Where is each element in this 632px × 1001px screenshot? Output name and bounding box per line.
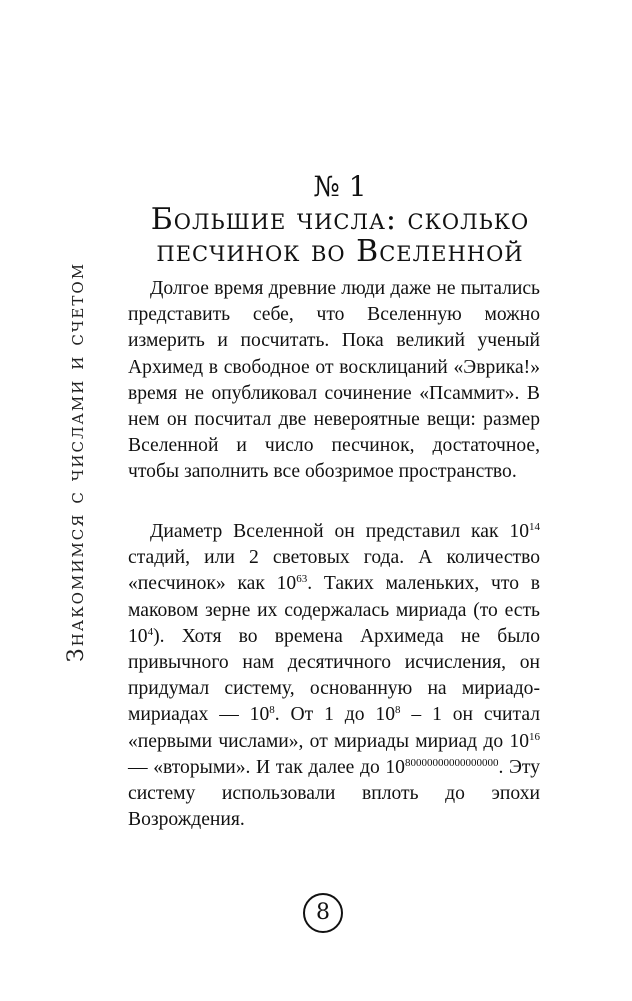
exponent: 63 xyxy=(296,573,308,586)
section-title-line-2: песчинок во Вселенной xyxy=(156,234,524,269)
section-title-line-1: Большие числа: сколько xyxy=(150,202,530,237)
paragraph-1: Долгое время древние люди даже не пытались представить себе, что Вселенную можно измерить и посчитать. Пока великий ученый Архимед в свободное от восклицаний «Эврика!» время не опубликовал сочинение «Псаммит». В нем он посчитал две невероятные вещи: размер Вселенной и число песчинок, достаточное, чтобы заполнить все обозримое пространство. xyxy=(128,278,540,483)
section-heading xyxy=(140,170,540,268)
paragraph-2-text: . От 1 до 10 xyxy=(274,704,396,726)
paragraph-2-text: стадий, или 2 световых года. А количество «песчинок» как 10 xyxy=(128,547,540,595)
exponent: 4 xyxy=(147,625,154,638)
running-head: Знакомимся с числами и счетом xyxy=(64,261,89,663)
exponent: 8 xyxy=(395,704,401,717)
paragraph-2-text: – 1 он считал «первыми числами», от мириады мириад до 10 xyxy=(128,704,540,752)
paragraph-2-text: . Эту систему использовали вплоть до эпохи Возрождения. xyxy=(128,756,540,831)
exponent: 14 xyxy=(529,521,540,533)
exponent: 16 xyxy=(529,730,540,743)
paragraph-2-text: Диаметр Вселенной он представил как 10 xyxy=(150,521,529,542)
section-number: № 1 xyxy=(313,170,367,203)
paragraph-2-text: ). Хотя во времена Архимеда не было привычного нам десятичного исчисления, он придумал систему, основанную на мириадо-мириадах — 10 xyxy=(128,625,540,726)
exponent: 80000000000000000 xyxy=(404,756,499,769)
exponent: 8 xyxy=(269,704,275,717)
paragraph-2-text: — «вторыми». И так далее до 10 xyxy=(128,756,405,778)
paragraph-2 xyxy=(128,519,540,833)
page-number: 8 xyxy=(303,893,343,933)
paragraph-2-text: . Таких маленьких, что в маковом зерне их содержалась мириада (то есть 10 xyxy=(128,573,540,647)
